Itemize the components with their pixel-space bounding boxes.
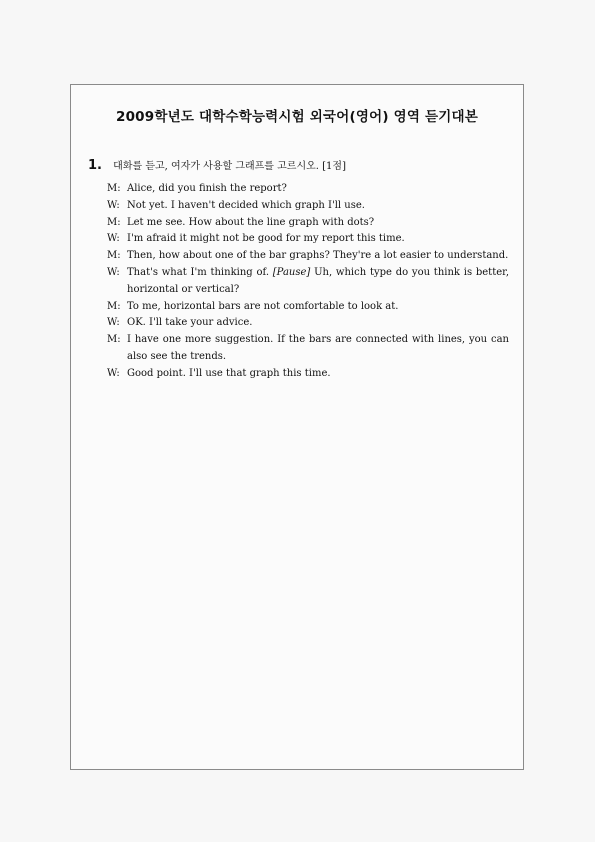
pause-cue: [Pause] (272, 266, 311, 278)
dialogue-text: Let me see. How about the line graph with dots? (127, 216, 375, 228)
dialogue-text: OK. I'll take your advice. (127, 317, 253, 329)
dialogue-text-part: That's what I'm thinking of. (127, 266, 273, 278)
speaker-label: M: (107, 300, 121, 312)
speaker-label: M: (107, 334, 121, 346)
dialogue-line (107, 265, 509, 299)
dialogue-line (107, 231, 509, 248)
dialogue-line (107, 366, 509, 383)
question-number: 1. (88, 158, 102, 173)
dialogue-text (127, 265, 509, 299)
dialogue-text-part: Uh, which type do you think is better, horizontal or vertical? (127, 266, 509, 295)
speaker-label: M: (107, 250, 121, 262)
dialogue-line (107, 332, 509, 366)
dialogue-text: I have one more suggestion. If the bars are connected with lines, you can also see the trends. (127, 334, 509, 362)
speaker-label: W: (107, 266, 120, 278)
dialogue-line (107, 181, 509, 198)
speaker-label: W: (107, 199, 120, 211)
speaker-label: W: (107, 367, 120, 379)
dialogue-text: Good point. I'll use that graph this time. (127, 367, 331, 379)
dialogue-line (107, 215, 509, 232)
dialogue-text: I'm afraid it might not be good for my report this time. (127, 233, 405, 245)
dialogue-line (107, 248, 509, 265)
dialogue-line (107, 299, 509, 316)
dialogue (107, 181, 509, 383)
speaker-label: M: (107, 216, 121, 228)
dialogue-line (107, 198, 509, 215)
speaker-label: M: (107, 183, 121, 194)
dialogue-text: Then, how about one of the bar graphs? They're a lot easier to understand. (127, 250, 509, 262)
dialogue-text: To me, horizontal bars are not comfortable to look at. (127, 300, 399, 312)
dialogue-text: Alice, did you finish the report? (127, 183, 287, 194)
question-prompt: 대화를 듣고, 여자가 사용할 그래프를 고르시오. [1점] (113, 161, 346, 172)
dialogue-line (107, 315, 509, 332)
question-1 (88, 157, 509, 173)
answer-script-sheet (70, 84, 524, 770)
speaker-label: W: (107, 317, 120, 329)
dialogue-text: Not yet. I haven't decided which graph I'll use. (127, 199, 365, 211)
speaker-label: W: (107, 233, 120, 245)
page-title: 2009학년도 대학수학능력시험 외국어(영어) 영역 듣기대본 (115, 109, 478, 125)
